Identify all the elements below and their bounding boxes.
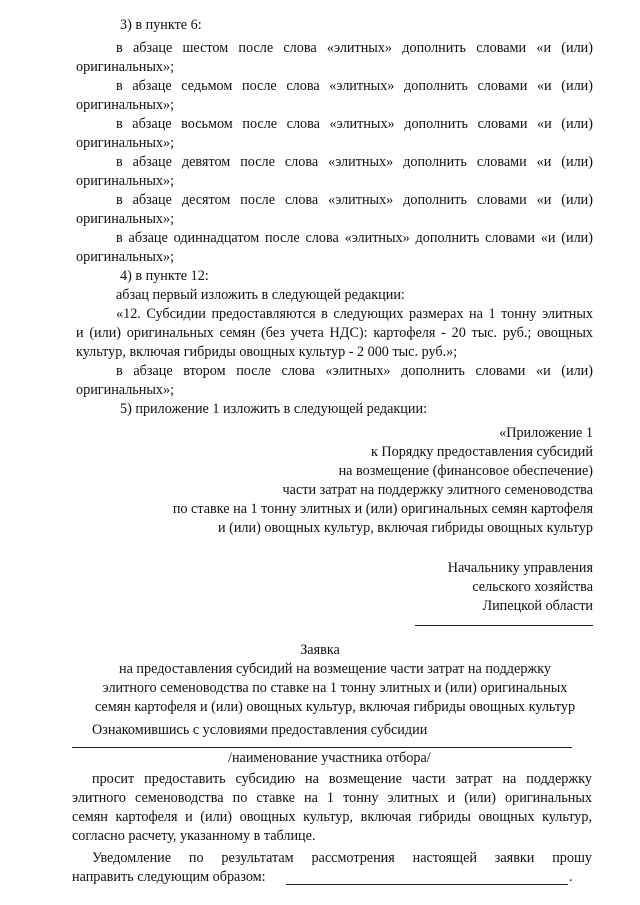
form-body-line: семян картофеля и (или) овощных культур, включая гибриды овощных культур,	[72, 809, 592, 825]
paragraph-line: оригинальных»;	[76, 59, 175, 75]
paragraph-line: оригинальных»;	[76, 382, 175, 398]
paragraph-line: абзац первый изложить в следующей редакции:	[116, 287, 405, 303]
appendix-header-line: «Приложение 1	[499, 425, 593, 441]
paragraph-line: и (или) оригинальных семян (без учета НДС): картофеля - 20 тыс. руб.; овощных	[76, 325, 593, 341]
appendix-header-line: к Порядку предоставления субсидий	[370, 444, 593, 460]
addressee-line: Начальнику управления	[447, 560, 593, 576]
addressee-line: сельского хозяйства	[472, 579, 593, 595]
appendix-header-line: по ставке на 1 тонну элитных и (или) оригинальных семян картофеля	[172, 501, 593, 517]
form-title: Заявка	[300, 642, 340, 658]
addressee-line: Липецкой области	[482, 598, 593, 614]
notice-line: Уведомление по результатам рассмотрения настоящей заявки прошу	[92, 850, 592, 866]
form-intro: Ознакомившись с условиями предоставления субсидии	[92, 722, 428, 738]
appendix-header-line: и (или) овощных культур, включая гибриды овощных культур	[217, 520, 593, 536]
notice-method-field[interactable]	[286, 884, 568, 885]
paragraph-line: оригинальных»;	[76, 249, 175, 265]
form-subtitle-line: семян картофеля и (или) овощных культур, включая гибриды овощных культур	[94, 699, 576, 715]
form-body-line: элитного семеноводства по ставке на 1 тонну элитных и (или) оригинальных	[72, 790, 592, 806]
paragraph-line: в абзаце втором после слова «элитных» дополнить словами «и (или)	[116, 363, 593, 379]
participant-caption: /наименование участника отбора/	[228, 750, 431, 766]
item-4-heading: 4) в пункте 12:	[120, 268, 209, 284]
appendix-header-line: на возмещение (финансовое обеспечение)	[338, 463, 593, 479]
paragraph-line: оригинальных»;	[76, 211, 175, 227]
paragraph-line: в абзаце шестом после слова «элитных» дополнить словами «и (или)	[116, 40, 593, 56]
signature-line	[415, 625, 593, 626]
paragraph-line: в абзаце десятом после слова «элитных» дополнить словами «и (или)	[116, 192, 593, 208]
paragraph-line: в абзаце девятом после слова «элитных» дополнить словами «и (или)	[116, 154, 593, 170]
form-body-line: просит предоставить субсидию на возмещение части затрат на поддержку	[92, 771, 592, 787]
paragraph-line: в абзаце восьмом после слова «элитных» дополнить словами «и (или)	[116, 116, 593, 132]
paragraph-line: культур, включая гибриды овощных культур - 2 000 тыс. руб.»;	[76, 344, 458, 360]
form-subtitle-line: на предоставления субсидий на возмещение части затрат на поддержку	[118, 661, 552, 677]
appendix-header-line: части затрат на поддержку элитного семеноводства	[282, 482, 593, 498]
paragraph-line: оригинальных»;	[76, 173, 175, 189]
notice-end: .	[569, 869, 573, 885]
paragraph-line: оригинальных»;	[76, 97, 175, 113]
paragraph-line: в абзаце одиннадцатом после слова «элитных» дополнить словами «и (или)	[116, 230, 593, 246]
paragraph-line: «12. Субсидии предоставляются в следующих размерах на 1 тонну элитных	[116, 306, 593, 322]
notice-line: направить следующим образом:	[72, 869, 266, 885]
participant-name-field[interactable]	[72, 747, 572, 748]
paragraph-line: оригинальных»;	[76, 135, 175, 151]
item-3-heading: 3) в пункте 6:	[120, 17, 202, 33]
paragraph-line: в абзаце седьмом после слова «элитных» дополнить словами «и (или)	[116, 78, 593, 94]
item-5-heading: 5) приложение 1 изложить в следующей редакции:	[120, 401, 428, 417]
form-body-line: согласно расчету, указанному в таблице.	[72, 828, 316, 844]
form-subtitle-line: элитного семеноводства по ставке на 1 тонну элитных и (или) оригинальных	[102, 680, 568, 696]
